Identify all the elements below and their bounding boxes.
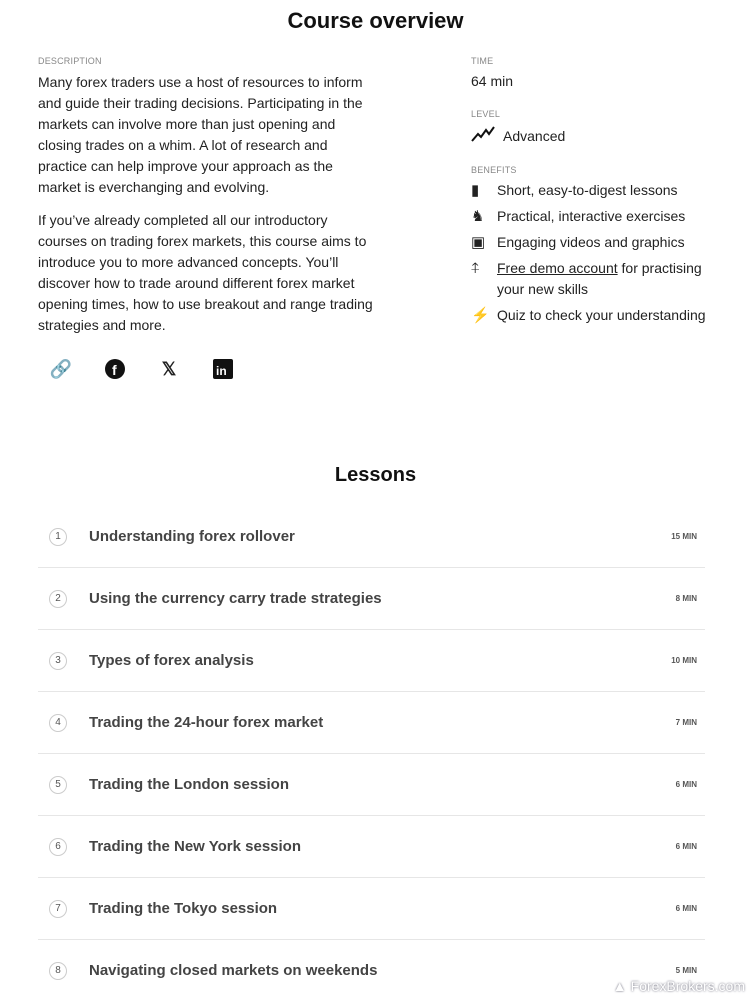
time-label: TIME [471,56,494,66]
level-label: LEVEL [471,109,501,119]
image-icon: ▣ [471,234,486,251]
lesson-title[interactable]: Using the currency carry trade strategies [89,590,382,607]
level-value: Advanced [503,127,566,144]
lesson-row[interactable] [38,506,705,568]
linkedin-icon[interactable] [212,358,234,380]
lesson-title[interactable]: Trading the London session [89,776,290,793]
benefit-item: for practising your new skills [497,260,702,297]
forexbrokers-watermark [613,978,745,994]
benefit-item: Quiz to check your understanding [497,307,706,323]
lesson-number: 3 [49,652,67,670]
lesson-row[interactable] [38,878,705,940]
lesson-duration: 10 MIN [671,656,697,665]
lessons-title: Lessons [334,464,417,486]
lesson-duration: 5 MIN [675,966,697,975]
lesson-number: 1 [49,528,67,546]
lesson-number: 6 [49,838,67,856]
benefit-item: Engaging videos and graphics [497,234,685,250]
lesson-row[interactable] [38,568,705,630]
lesson-title[interactable]: Trading the New York session [89,838,302,855]
lesson-row[interactable] [38,630,705,692]
lesson-number: 5 [49,776,67,794]
lesson-duration: 6 MIN [675,842,697,851]
link-icon[interactable]: 🔗 [49,358,73,379]
benefits-label: BENEFITS [471,165,517,175]
lesson-duration: 6 MIN [675,904,697,913]
svg-text:in: in [216,364,227,378]
lesson-duration: 6 MIN [675,780,697,789]
logo-icon: ▲ [612,978,627,994]
lesson-duration: 15 MIN [671,532,697,541]
free-demo-account-link[interactable]: Free demo account [497,260,618,276]
lesson-duration: 7 MIN [675,718,697,727]
chess-knight-icon: ♞ [471,208,485,225]
description-section [38,56,378,380]
lesson-title[interactable]: Types of forex analysis [89,652,254,669]
lesson-row[interactable] [38,940,705,1001]
benefit-item: Short, easy-to-digest lessons [497,182,678,198]
lesson-number: 8 [49,962,67,980]
lesson-title[interactable]: Understanding forex rollover [89,528,295,545]
lesson-number: 7 [49,900,67,918]
lesson-title[interactable]: Trading the 24-hour forex market [89,714,324,731]
lesson-duration: 8 MIN [675,594,697,603]
level-chart-icon [471,126,495,145]
signpost-icon: ⍏ [471,260,481,277]
description-paragraph: Many forex traders use a host of resources to inform and guide their trading decisions. Participating in the markets can involve more than just opening and closing trades on a whim. A lot of research and practice can help improve your approach as the market is everchanging and evolving. [38,74,363,195]
x-twitter-icon[interactable]: 𝕏 [161,358,177,379]
lesson-title[interactable]: Navigating closed markets on weekends [89,962,378,979]
lesson-row[interactable] [38,754,705,816]
lesson-row[interactable] [38,816,705,878]
lesson-row[interactable] [38,692,705,754]
book-icon: ▮ [471,182,480,199]
share-links [38,358,378,380]
benefit-item: Practical, interactive exercises [497,208,686,224]
time-value: 64 min [471,73,514,89]
lesson-number: 4 [49,714,67,732]
lessons-list [38,506,705,1001]
course-meta [471,56,721,326]
lesson-number: 2 [49,590,67,608]
lightning-icon: ⚡ [471,307,490,324]
facebook-icon[interactable] [104,358,126,380]
description-label: DESCRIPTION [38,56,102,66]
lesson-title[interactable]: Trading the Tokyo session [89,900,278,917]
svg-text:f: f [112,362,117,378]
description-paragraph: If you’ve already completed all our introductory courses on trading forex markets, this course aims to introduce you to more advanced concepts. You’ll discover how to trade around different forex market opening times, how to use breakout and range trading strategies and more. [38,212,373,333]
page-title: Course overview [287,8,464,33]
watermark-text: ForexBrokers.com [630,978,745,994]
